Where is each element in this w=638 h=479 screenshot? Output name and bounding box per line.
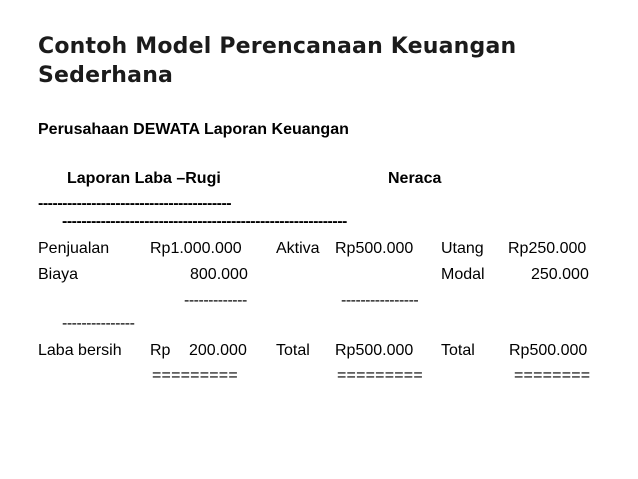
- value-laba-bersih: 200.000: [189, 342, 247, 359]
- underline-total-2: ========: [514, 367, 591, 384]
- slide-title-line-1: Contoh Model Perencanaan Keuangan: [38, 34, 517, 59]
- value-total-2: Rp500.000: [509, 342, 588, 359]
- row-label-penjualan: Penjualan: [38, 240, 110, 257]
- label-total-1: Total: [276, 342, 310, 359]
- currency-laba: Rp: [150, 342, 171, 359]
- section-heading-balance-sheet: Neraca: [388, 170, 442, 187]
- subtitle: Perusahaan DEWATA Laporan Keuangan: [38, 121, 349, 138]
- row-label-laba-bersih: Laba bersih: [38, 342, 122, 359]
- slide-title-line-2: Sederhana: [38, 63, 174, 88]
- underline-total-1: =========: [337, 367, 423, 384]
- dash-separator-1: ----------------------------------------: [38, 195, 232, 212]
- value-total-1: Rp500.000: [335, 342, 414, 359]
- underline-laba: =========: [152, 367, 238, 384]
- subtotal-dash-wrap: ---------------: [62, 315, 135, 332]
- value-utang: Rp250.000: [508, 240, 587, 257]
- section-heading-income-statement: Laporan Laba –Rugi: [67, 170, 221, 187]
- subtotal-dash-left: -------------: [184, 292, 247, 309]
- label-aktiva: Aktiva: [276, 240, 320, 257]
- row-label-biaya: Biaya: [38, 266, 79, 283]
- value-aktiva: Rp500.000: [335, 240, 414, 257]
- value-modal: 250.000: [531, 266, 589, 283]
- subtotal-dash-right: ----------------: [341, 292, 419, 309]
- value-biaya: 800.000: [190, 266, 248, 283]
- label-total-2: Total: [441, 342, 475, 359]
- label-modal: Modal: [441, 266, 485, 283]
- dash-separator-2: -----------------------------------------------------------: [62, 213, 347, 230]
- label-utang: Utang: [441, 240, 484, 257]
- value-penjualan: Rp1.000.000: [150, 240, 242, 257]
